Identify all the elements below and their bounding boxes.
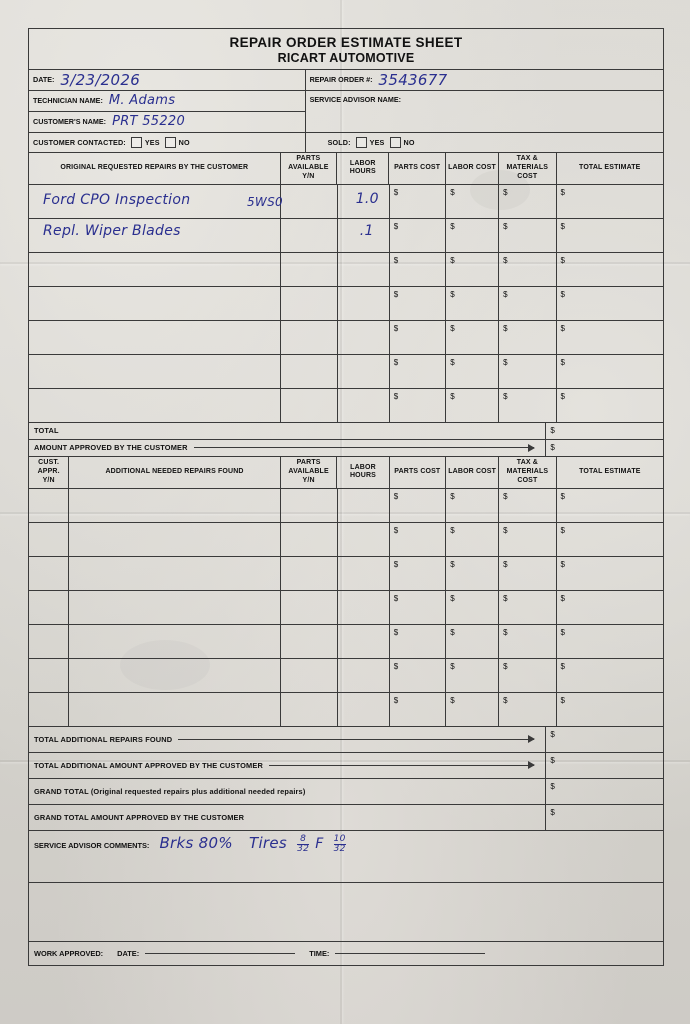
cell-description[interactable] [29, 355, 281, 389]
cell-parts-available[interactable] [281, 185, 338, 219]
cell-parts-cost[interactable] [390, 557, 447, 591]
grand-total-label-text: GRAND TOTAL (Original requested repairs plus additional needed repairs) [34, 786, 306, 796]
work-approved-date-line[interactable] [145, 952, 295, 954]
cell-description[interactable] [69, 659, 281, 693]
cell-cust-appr[interactable] [29, 693, 69, 727]
cell-labor-cost[interactable] [446, 625, 499, 659]
tire-depth-2-den: 32 [333, 843, 346, 854]
leader-arrow [269, 765, 534, 766]
cell-total-estimate[interactable] [557, 693, 663, 727]
cell-cust-appr[interactable] [29, 523, 69, 557]
amount-approved-label [29, 440, 546, 457]
comments-value-part2: Tires [248, 833, 288, 852]
repair-order-label: REPAIR ORDER #: [309, 75, 373, 85]
total-additional-found-row [29, 727, 663, 753]
cell-parts-available[interactable] [281, 591, 338, 625]
cell-description[interactable] [69, 523, 281, 557]
parts-avail2-line1: PARTS [296, 459, 321, 467]
row1-description-value: Ford CPO Inspection [43, 191, 191, 208]
parts-avail-line1: PARTS [296, 155, 321, 163]
cell-parts-available[interactable] [281, 287, 338, 321]
cell-labor-hours[interactable] [338, 253, 390, 287]
repair-order-form [28, 28, 664, 966]
technician-label: TECHNICIAN NAME: [33, 96, 103, 106]
col-header-labor-cost-2: LABOR COST [446, 457, 499, 489]
cell-labor-cost[interactable] [446, 659, 499, 693]
cell-parts-available[interactable] [281, 693, 338, 727]
form-title-block [29, 29, 663, 70]
cell-tax-cost[interactable] [499, 185, 556, 219]
table1-approved-row [29, 440, 663, 457]
cell-parts-available[interactable] [281, 523, 338, 557]
cell-labor-cost[interactable] [446, 523, 499, 557]
work-approved-time-label: TIME: [309, 948, 330, 958]
cell-total-estimate[interactable] [557, 659, 663, 693]
cell-labor-hours[interactable] [338, 557, 390, 591]
cell-tax-cost[interactable] [499, 625, 556, 659]
cell-tax-cost[interactable] [499, 523, 556, 557]
table-row[interactable] [29, 389, 663, 423]
tax-line2: MATERIALS [506, 164, 549, 172]
parts-avail2-line2: AVAILABLE [288, 468, 329, 476]
col-header-total-estimate-2: TOTAL ESTIMATE [557, 457, 663, 489]
col-header-additional-description: ADDITIONAL NEEDED REPAIRS FOUND [69, 457, 280, 489]
labor-hours2-line1: LABOR [350, 463, 376, 471]
cell-parts-cost[interactable] [390, 591, 447, 625]
col-header-labor-hours-2 [337, 457, 389, 489]
table-row[interactable] [29, 523, 663, 557]
sold-no-checkbox[interactable] [390, 137, 401, 148]
cell-total-estimate[interactable] [557, 219, 663, 253]
labor-hours-line2: HOURS [349, 168, 376, 176]
sold-yes-label: YES [369, 137, 385, 147]
cell-parts-available[interactable] [281, 355, 338, 389]
col-header-parts-cost: PARTS COST [389, 153, 446, 185]
cell-cust-appr[interactable] [29, 557, 69, 591]
cell-total-estimate[interactable] [557, 355, 663, 389]
total-additional-found-value[interactable] [546, 727, 663, 753]
cell-labor-hours[interactable] [338, 625, 390, 659]
cust-appr-line1: CUST. [38, 459, 60, 467]
total-label-text: TOTAL [34, 426, 59, 436]
col-header-parts-available-2 [281, 457, 338, 489]
cell-labor-cost[interactable] [446, 321, 499, 355]
tax2-line3: COST [517, 476, 538, 484]
cell-parts-available[interactable] [281, 659, 338, 693]
cell-parts-cost[interactable] [390, 253, 447, 287]
cell-parts-available[interactable] [281, 389, 338, 423]
header-info-block [29, 70, 663, 133]
cell-parts-cost[interactable] [390, 321, 447, 355]
grand-total-row [29, 779, 663, 805]
total-additional-approved-label [29, 753, 546, 779]
table1-total-row [29, 423, 663, 440]
cell-parts-available[interactable] [281, 219, 338, 253]
cell-tax-cost[interactable] [499, 557, 556, 591]
cell-tax-cost[interactable] [499, 591, 556, 625]
cell-parts-cost[interactable] [390, 489, 447, 523]
table-row[interactable] [29, 625, 663, 659]
table-row[interactable] [29, 287, 663, 321]
cell-parts-available[interactable] [281, 253, 338, 287]
additional-repairs-table-header [29, 457, 663, 489]
col-header-original-description: ORIGINAL REQUESTED REPAIRS BY THE CUSTOMER [29, 153, 281, 185]
col-header-tax-materials [499, 153, 557, 185]
labor-hours2-line2: HOURS [349, 472, 376, 480]
customer-contacted-yes-label: YES [144, 137, 160, 147]
date-label: DATE: [33, 75, 55, 85]
cell-labor-hours[interactable] [338, 389, 390, 423]
cell-parts-available[interactable] [281, 557, 338, 591]
date-field[interactable] [29, 70, 305, 91]
table-row[interactable] [29, 321, 663, 355]
repair-order-value: 3543677 [378, 70, 448, 89]
cell-parts-available[interactable] [281, 489, 338, 523]
tax-line3: COST [517, 172, 538, 180]
customer-contacted-yes-checkbox[interactable] [131, 137, 142, 148]
service-advisor-field[interactable] [306, 91, 663, 133]
cell-labor-hours[interactable] [338, 321, 390, 355]
work-approved-date-group[interactable] [117, 949, 295, 958]
repair-order-field[interactable] [306, 70, 663, 91]
comments-value-part1: Brks 80% [159, 833, 233, 852]
cell-labor-cost[interactable] [446, 557, 499, 591]
work-approved-date-label: DATE: [117, 948, 140, 958]
form-title-line2: RICART AUTOMOTIVE [277, 50, 415, 65]
tire-depth-2-num: 10 [333, 833, 346, 844]
cell-total-estimate[interactable] [557, 389, 663, 423]
technician-value: M. Adams [108, 93, 176, 109]
table-row[interactable] [29, 253, 663, 287]
table-row[interactable] [29, 355, 663, 389]
cell-labor-cost[interactable] [446, 355, 499, 389]
customer-name-value: PRT 55220 [112, 114, 186, 130]
cell-labor-cost[interactable] [446, 591, 499, 625]
tire-depth-1-num: 8 [300, 833, 307, 844]
cell-parts-cost[interactable] [390, 219, 447, 253]
cell-description[interactable] [69, 489, 281, 523]
cell-total-estimate[interactable] [557, 523, 663, 557]
customer-contacted-no-label: NO [178, 137, 190, 147]
col-header-labor-hours [337, 153, 389, 185]
parts-avail2-line3: Y/N [302, 476, 315, 484]
cust-appr-line2: APPR. [37, 468, 60, 476]
cell-description[interactable] [69, 557, 281, 591]
grand-total-approved-row [29, 805, 663, 831]
labor-hours-line1: LABOR [349, 159, 376, 167]
customer-name-field[interactable] [29, 112, 305, 133]
tire-position-label: F [315, 835, 324, 852]
cell-total-estimate[interactable] [557, 557, 663, 591]
tire-depth-fraction-1 [297, 835, 309, 854]
total-value[interactable] [546, 423, 663, 440]
cell-cust-appr[interactable] [29, 591, 69, 625]
cell-tax-cost[interactable] [499, 253, 556, 287]
cell-description[interactable] [29, 219, 281, 253]
cell-parts-available[interactable] [281, 321, 338, 355]
cell-total-estimate[interactable] [557, 591, 663, 625]
cell-labor-cost[interactable] [446, 389, 499, 423]
tax-line1: TAX & [516, 155, 538, 163]
cell-labor-hours[interactable] [338, 523, 390, 557]
cell-description[interactable] [29, 389, 281, 423]
paper-sheet [16, 14, 674, 1012]
grand-total-approved-label [29, 805, 546, 831]
cell-total-estimate[interactable] [557, 287, 663, 321]
grand-total-label [29, 779, 546, 805]
sold-no-label: NO [403, 137, 415, 147]
grand-total-approved-label-text: GRAND TOTAL AMOUNT APPROVED BY THE CUSTOMER [34, 812, 245, 822]
service-advisor-label: SERVICE ADVISOR NAME: [309, 94, 402, 104]
service-advisor-comments[interactable] [29, 831, 663, 883]
cell-parts-cost[interactable] [390, 287, 447, 321]
comments-blank-area[interactable] [29, 883, 663, 942]
cell-tax-cost[interactable] [499, 287, 556, 321]
col-header-cust-appr [29, 457, 69, 489]
col-header-total-estimate: TOTAL ESTIMATE [557, 153, 663, 185]
cell-labor-hours[interactable] [338, 355, 390, 389]
form-title-line1: REPAIR ORDER ESTIMATE SHEET [229, 35, 463, 50]
table-row[interactable] [29, 591, 663, 625]
sold-group [306, 133, 663, 153]
cell-description[interactable] [69, 625, 281, 659]
cell-tax-cost[interactable] [499, 693, 556, 727]
cell-total-estimate[interactable] [557, 321, 663, 355]
customer-contacted-group [29, 133, 306, 153]
amount-approved-label-text: AMOUNT APPROVED BY THE CUSTOMER [34, 443, 188, 453]
cell-parts-cost[interactable] [390, 355, 447, 389]
cell-tax-cost[interactable] [499, 659, 556, 693]
row1-description-extra: 5WS0 [247, 194, 283, 209]
date-value: 3/23/2026 [60, 70, 141, 89]
tire-depth-1-den: 32 [297, 843, 310, 854]
tire-depth-fraction-2 [334, 835, 346, 854]
technician-field[interactable] [29, 91, 305, 112]
table-row[interactable] [29, 557, 663, 591]
total-additional-approved-label-text: TOTAL ADDITIONAL AMOUNT APPROVED BY THE CUSTOMER [34, 760, 263, 770]
contacted-sold-row [29, 133, 663, 153]
work-approved-label: WORK APPROVED: [34, 948, 104, 958]
cell-cust-appr[interactable] [29, 659, 69, 693]
cell-description[interactable] [69, 693, 281, 727]
customer-name-label: CUSTOMER'S NAME: [33, 117, 107, 127]
total-label [29, 423, 546, 440]
col-header-parts-available [281, 153, 338, 185]
cust-appr-line3: Y/N [42, 476, 55, 484]
work-approved-time-group[interactable] [309, 949, 485, 958]
cell-cust-appr[interactable] [29, 625, 69, 659]
cell-labor-cost[interactable] [446, 185, 499, 219]
cell-labor-hours[interactable] [338, 693, 390, 727]
parts-avail-line2: AVAILABLE [288, 164, 329, 172]
cell-total-estimate[interactable] [557, 625, 663, 659]
cell-parts-cost[interactable] [390, 659, 447, 693]
cell-tax-cost[interactable] [499, 355, 556, 389]
tax2-line2: MATERIALS [506, 468, 549, 476]
customer-contacted-label: CUSTOMER CONTACTED: [33, 137, 126, 147]
cell-total-estimate[interactable] [557, 489, 663, 523]
service-advisor-comments-label: SERVICE ADVISOR COMMENTS: [34, 840, 150, 850]
cell-labor-hours[interactable] [338, 591, 390, 625]
cell-parts-cost[interactable] [390, 185, 447, 219]
cell-description[interactable] [29, 321, 281, 355]
cell-parts-available[interactable] [281, 625, 338, 659]
cell-labor-cost[interactable] [446, 489, 499, 523]
cell-total-estimate[interactable] [557, 185, 663, 219]
table-row[interactable] [29, 489, 663, 523]
cell-labor-cost[interactable] [446, 253, 499, 287]
cell-parts-cost[interactable] [390, 693, 447, 727]
amount-approved-value[interactable] [546, 440, 663, 457]
row1-labor-hours: 1.0 [355, 190, 379, 207]
table-row[interactable] [29, 185, 663, 219]
grand-total-approved-value[interactable] [546, 805, 663, 831]
cell-labor-cost[interactable] [446, 219, 499, 253]
total-additional-found-label-text: TOTAL ADDITIONAL REPAIRS FOUND [34, 734, 173, 744]
col-header-labor-cost: LABOR COST [446, 153, 499, 185]
leader-arrow [178, 739, 534, 740]
cell-labor-cost[interactable] [446, 287, 499, 321]
work-approved-row [29, 942, 663, 966]
cell-labor-hours[interactable] [338, 185, 390, 219]
total-additional-approved-value[interactable] [546, 753, 663, 779]
cell-description[interactable] [69, 591, 281, 625]
table-row[interactable] [29, 659, 663, 693]
table-row[interactable] [29, 693, 663, 727]
cell-tax-cost[interactable] [499, 321, 556, 355]
cell-tax-cost[interactable] [499, 489, 556, 523]
work-approved-time-line[interactable] [335, 952, 485, 954]
customer-contacted-no-checkbox[interactable] [165, 137, 176, 148]
cell-tax-cost[interactable] [499, 219, 556, 253]
cell-labor-cost[interactable] [446, 693, 499, 727]
cell-parts-cost[interactable] [390, 389, 447, 423]
cell-labor-hours[interactable] [338, 659, 390, 693]
cell-labor-hours[interactable] [338, 219, 390, 253]
col-header-parts-cost-2: PARTS COST [390, 457, 447, 489]
total-additional-found-label [29, 727, 546, 753]
cell-description[interactable] [29, 253, 281, 287]
total-additional-approved-row [29, 753, 663, 779]
grand-total-value[interactable] [546, 779, 663, 805]
cell-parts-cost[interactable] [390, 523, 447, 557]
cell-parts-cost[interactable] [390, 625, 447, 659]
cell-labor-hours[interactable] [338, 287, 390, 321]
row2-labor-hours: .1 [359, 222, 374, 239]
sold-yes-checkbox[interactable] [356, 137, 367, 148]
cell-total-estimate[interactable] [557, 253, 663, 287]
cell-description[interactable] [29, 287, 281, 321]
cell-cust-appr[interactable] [29, 489, 69, 523]
cell-labor-hours[interactable] [338, 489, 390, 523]
leader-arrow [194, 447, 535, 448]
parts-avail-line3: Y/N [302, 172, 315, 180]
sold-label: SOLD: [327, 137, 351, 147]
cell-tax-cost[interactable] [499, 389, 556, 423]
original-repairs-table-header [29, 153, 663, 185]
table-row[interactable] [29, 219, 663, 253]
row2-description-value: Repl. Wiper Blades [43, 222, 181, 239]
cell-description[interactable] [29, 185, 281, 219]
tax2-line1: TAX & [516, 459, 539, 467]
col-header-tax-materials-2 [499, 457, 557, 489]
